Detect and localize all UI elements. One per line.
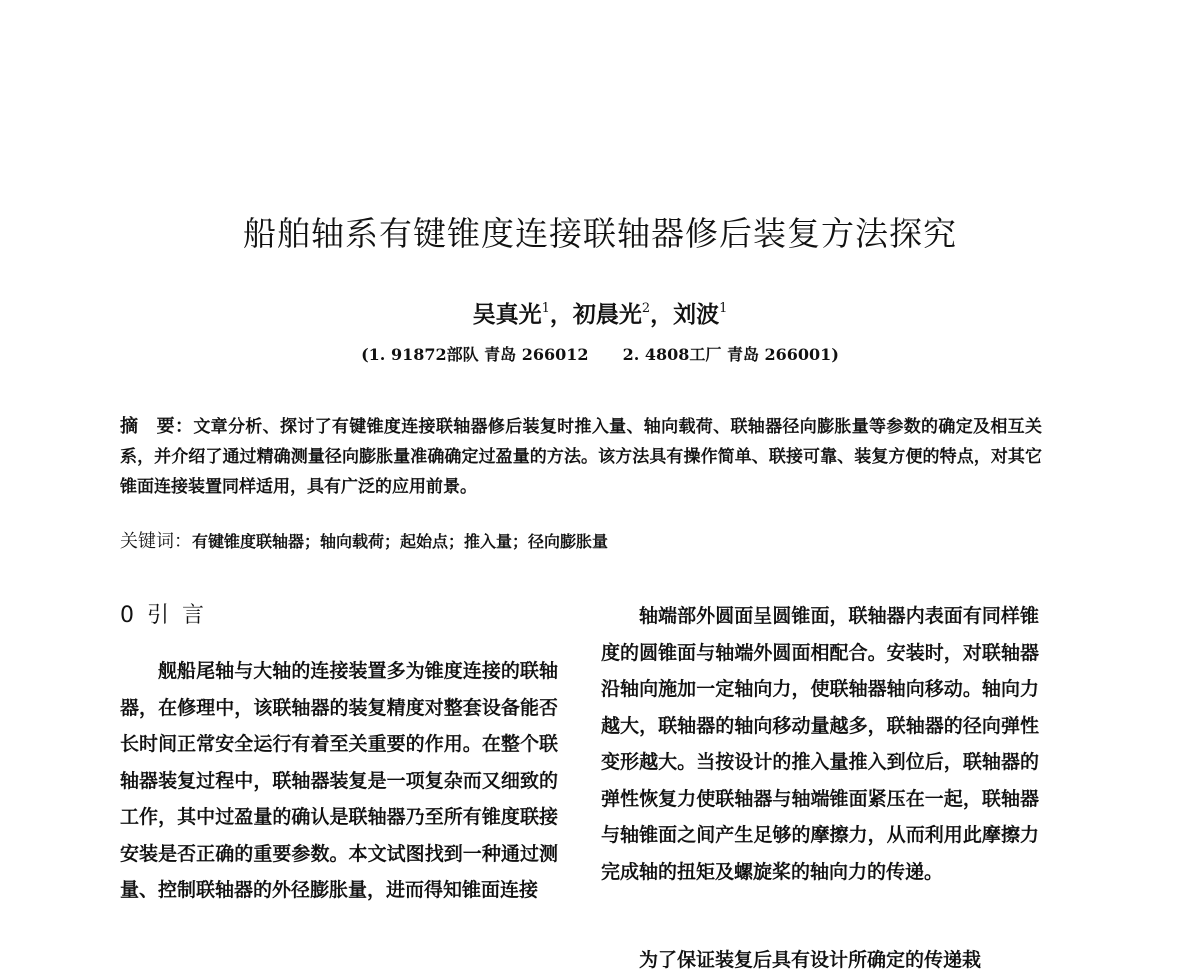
author-affiliation-mark: 1 bbox=[541, 301, 550, 316]
body-paragraph: 轴端部外圆面呈圆锥面，联轴器内表面有同样锥度的圆锥面与轴端外圆面相配合。安装时，对联轴器沿轴向施加一定轴向力，使联轴器轴向移动。轴向力越大，联轴器的轴向移动量越多，联轴器的径向弹性变形越大。当按设计的推入量推入到位后，联轴器的弹性恢复力使联轴器与轴端锥面紧压在一起，联轴器与轴锥面之间产生足够的摩擦力，从而利用此摩擦力完成轴的扭矩及螺旋桨的轴向力的传递。 bbox=[601, 605, 1039, 883]
affiliation-item: 2. 4808工厂 青岛 266001 bbox=[622, 345, 832, 364]
left-column bbox=[120, 653, 558, 909]
body-paragraph: 舰船尾轴与大轴的连接装置多为锥度连接的联轴器，在修理中，该联轴器的装复精度对整套设备能否长时间正常安全运行有着至关重要的作用。在整个联轴器装复过程中，联轴器装复是一项复杂而又细致的工作，其中过盈量的确认是联轴器乃至所有锥度联接安装是否正确的重要参数。本文试图找到一种通过测量、控制联轴器的外径膨胀量，进而得知锥面连接 bbox=[120, 660, 558, 901]
affiliation-line bbox=[0, 342, 1200, 365]
keywords bbox=[120, 528, 1042, 556]
author-separator: ， bbox=[549, 301, 573, 328]
author-list bbox=[0, 296, 1200, 329]
abstract-text: 文章分析、探讨了有键锥度连接联轴器修后装复时推入量、轴向载荷、联轴器径向膨胀量等参数的确定及相互关系，并介绍了通过精确测量径向膨胀量准确确定过盈量的方法。该方法具有操作简单、联接可靠、装复方便的特点，对其它锥面连接装置同样适用，具有广泛的应用前景。 bbox=[120, 417, 1043, 497]
author-name: 初晨光 bbox=[572, 301, 642, 328]
affiliation-open-paren: ( bbox=[361, 345, 369, 364]
author-affiliation-mark: 2 bbox=[641, 301, 651, 316]
affiliation-close-paren: ) bbox=[831, 345, 839, 364]
section-heading: 0 引 言 bbox=[120, 603, 207, 628]
abstract bbox=[120, 412, 1042, 502]
body-paragraph-continued: 为了保证装复后具有设计所确定的传递栽 bbox=[639, 949, 982, 971]
keywords-text: 有键锥度联轴器；轴向载荷；起始点；推入量；径向膨胀量 bbox=[192, 532, 609, 551]
author-separator: ， bbox=[650, 301, 674, 328]
author-name: 刘波 bbox=[673, 301, 720, 328]
right-column bbox=[601, 598, 1039, 890]
author-affiliation-mark: 1 bbox=[719, 301, 728, 316]
paper-title: 船舶轴系有键锥度连接联轴器修后装复方法探究 bbox=[243, 214, 957, 253]
abstract-label: 摘 要： bbox=[120, 416, 194, 437]
author-name: 吴真光 bbox=[472, 301, 542, 328]
affiliation-item: 1. 91872部队 青岛 266012 bbox=[368, 345, 589, 364]
keywords-label: 关键词： bbox=[120, 531, 192, 552]
